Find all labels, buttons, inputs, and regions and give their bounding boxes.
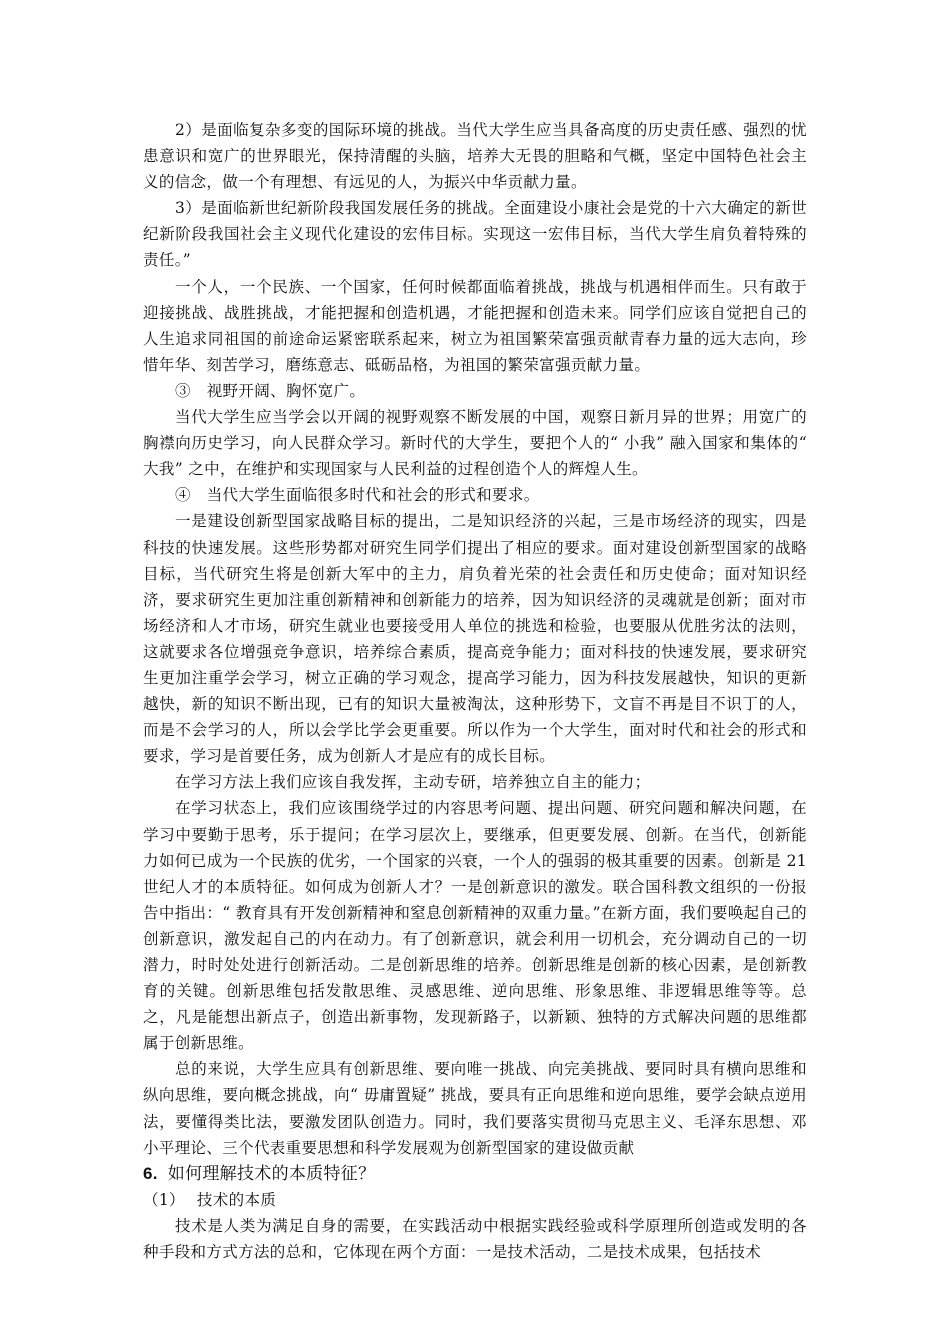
question-number: 6. [143, 1163, 158, 1183]
subsection-heading [143, 1187, 807, 1213]
item-heading-era-requirements: ④ 当代大学生面临很多时代和社会的形式和要求。 [175, 486, 540, 505]
paragraph-era-requirements: 一是建设创新型国家战略目标的提出，二是知识经济的兴起，三是市场经济的现实，四是科技的快速发展。这些形势都对研究生同学们提出了相应的要求。面对建设创新型国家的战略目标，当代研究生将是创新大军中的主力，肩负着光荣的社会责任和历史使命；面对知识经济，要求研究生更加注重创新精神和创新能力的培养，因为知识经济的灵魂就是创新；面对市场经济和人才市场，研究生就业也要接受用人单位的挑选和检验，也要服从优胜劣汰的法则，这就要求各位增强竞争意识，培养综合素质，提高竞争能力；面对科技的快速发展，要求研究生更加注重学会学习，树立正确的学习观念，提高学习能力，因为科技发展越快，知识的更新越快，新的知识不断出现，已有的知识大量被淘汰，这种形势下，文盲不再是目不识丁的人，而是不会学习的人，所以会学比学会更重要。所以作为一个大学生，面对时代和社会的形式和要求，学习是首要任务，成为创新人才是应有的成长目标。 [143, 512, 807, 766]
item-heading-broad-vision: ③ 视野开阔、胸怀宽广。 [175, 381, 366, 400]
paragraph-technology-essence: 技术是人类为满足自身的需要，在实践活动中根据实践经验或科学原理所创造或发明的各种手段和方式方法的总和，它体现在两个方面：一是技术活动，二是技术成果，包括技术 [143, 1216, 807, 1261]
subsection-title: 技术的本质 [196, 1190, 277, 1209]
paragraph-study-state: 在学习状态上，我们应该围绕学过的内容思考问题、提出问题、研究问题和解决问题，在学习中要勤于思考，乐于提问；在学习层次上，要继承，但更要发展、创新。在当代，创新能力如何已成为一个民族的优劣，一个国家的兴衰，一个人的强弱的极其重要的因素。创新是 21 世纪人才的本质特征。如何成为创新人才？一是创新意识的激发。联合国科教文组织的一份报告中指出：“ 教育具有开发创新精神和窒息创新精神的双重力量。”在新方面，我们要唤起自己的创新意识，激发起自己的内在动力。有了创新意识，就会利用一切机会，充分调动自己的一切潜力，时时处处进行创新活动。二是创新思维的培养。创新思维是创新的核心因素，是创新教育的关键。创新思维包括发散思维、灵感思维、逆向思维、形象思维、非逻辑思维等等。总之，凡是能想出新点子，创造出新事物，发现新路子，以新颖、独特的方式解决问题的思维都属于创新思维。 [143, 799, 807, 1053]
question-text: 如何理解技术的本质特征？ [167, 1163, 376, 1184]
subsection-number: （1） [143, 1190, 185, 1209]
paragraph-study-method: 在学习方法上我们应该自我发挥，主动专研，培养独立自主的能力； [175, 773, 651, 792]
paragraph-challenge-new-century: 3）是面临新世纪新阶段我国发展任务的挑战。全面建设小康社会是党的十六大确定的新世纪新阶段我国社会主义现代化建设的宏伟目标。实现这一宏伟目标，当代大学生肩负着特殊的责任。” [143, 199, 807, 270]
paragraph-challenge-international: 2）是面临复杂多变的国际环境的挑战。当代大学生应当具备高度的历史责任感、强烈的忧患意识和宽广的世界眼光，保持清醒的头脑，培养大无畏的胆略和气概，坚定中国特色社会主义的信念，做一个有理想、有远见的人，为振兴中华贡献力量。 [143, 121, 807, 192]
paragraph-broad-vision: 当代大学生应当学会以开阔的视野观察不断发展的中国，观察日新月异的世界；用宽广的胸襟向历史学习，向人民群众学习。新时代的大学生，要把个人的“ 小我” 融入国家和集体的“ 大我” 之中，在维护和实现国家与人民利益的过程创造个人的辉煌人生。 [143, 408, 807, 479]
paragraph-face-challenges: 一个人，一个民族、一个国家，任何时候都面临着挑战，挑战与机遇相伴而生。只有敢于迎接挑战、战胜挑战，才能把握和创造机遇，才能把握和创造未来。同学们应该自觉把自己的人生追求同祖国的前途命运紧密联系起来，树立为祖国繁荣富强贡献青春力量的远大志向，珍惜年华、刻苦学习，磨练意志、砥砺品格，为祖国的繁荣富强贡献力量。 [143, 277, 807, 374]
question-heading [143, 1161, 807, 1187]
document-body [143, 117, 807, 1265]
paragraph-summary: 总的来说，大学生应具有创新思维、要向唯一挑战、向完美挑战、要同时具有横向思维和纵向思维，要向概念挑战，向“ 毋庸置疑” 挑战，要具有正向思维和逆向思维，要学会缺点逆用法，要懂得类比法，要激发团队创造力。同时，我们要落实贯彻马克思主义、毛泽东思想、邓小平理论、三个代表重要思想和科学发展观为创新型国家的建设做贡献 [143, 1060, 807, 1157]
